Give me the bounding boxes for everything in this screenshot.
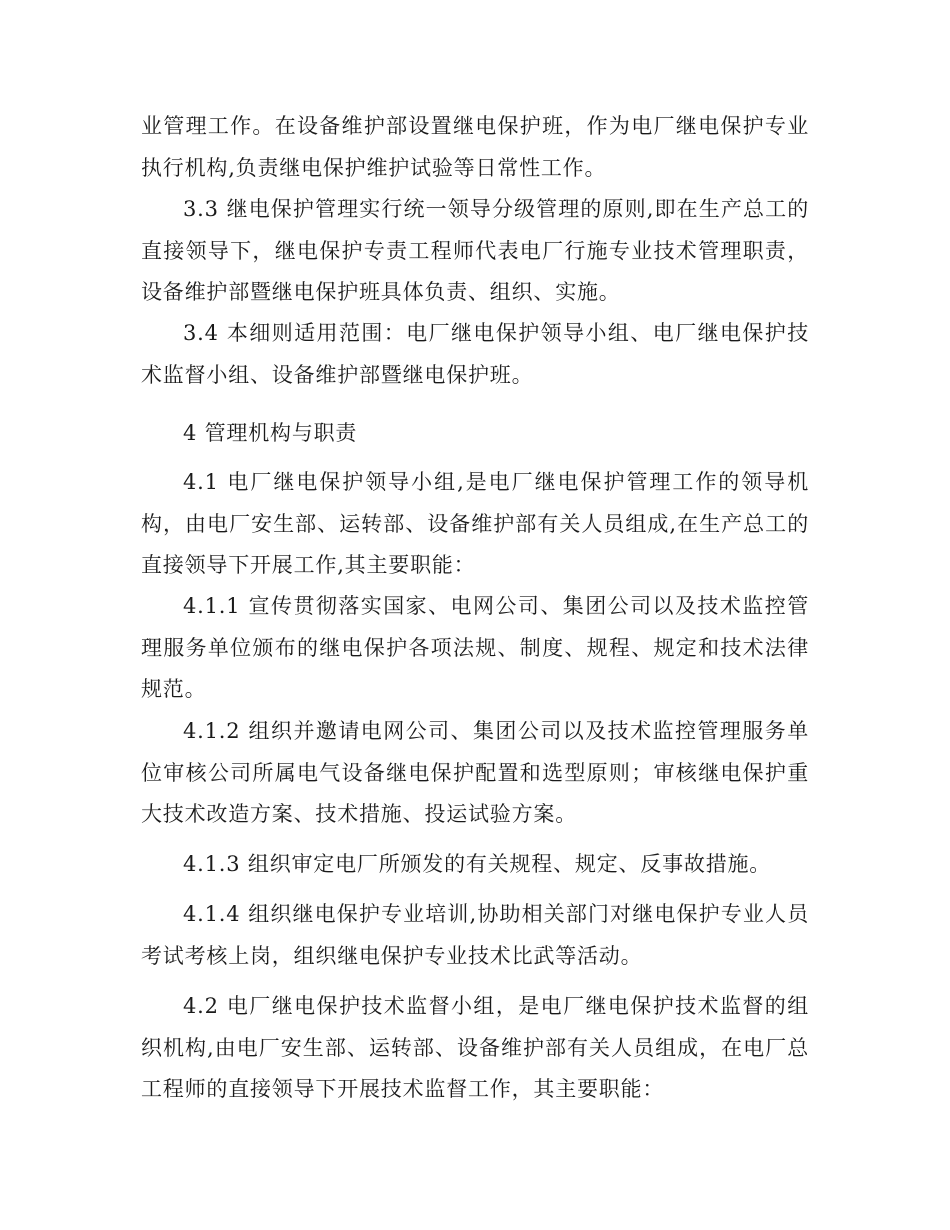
paragraph-continuation: 业管理工作。在设备维护部设置继电保护班，作为电厂继电保护专业执行机构,负责继电保护维护试验等日常性工作。 xyxy=(141,114,809,180)
paragraph-4-1-2: 4.1.2 组织并邀请电网公司、集团公司以及技术监控管理服务单位审核公司所属电气设备继电保护配置和选型原则；审核继电保护重大技术改造方案、技术措施、投运试验方案。 xyxy=(141,719,809,826)
paragraph-4-1-1: 4.1.1 宣传贯彻落实国家、电网公司、集团公司以及技术监控管理服务单位颁布的继电保护各项法规、制度、规程、规定和技术法律规范。 xyxy=(141,594,809,701)
paragraph-3-3: 3.3 继电保护管理实行统一领导分级管理的原则,即在生产总工的直接领导下，继电保护专责工程师代表电厂行施专业技术管理职责，设备维护部暨继电保护班具体负责、组织、实施。 xyxy=(141,197,809,304)
paragraph-4-1-4: 4.1.4 组织继电保护专业培训,协助相关部门对继电保护专业人员考试考核上岗，组织继电保护专业技术比武等活动。 xyxy=(141,902,809,968)
section-heading-4: 4 管理机构与职责 xyxy=(183,421,358,445)
paragraph-4-1-3: 4.1.3 组织审定电厂所颁发的有关规程、规定、反事故措施。 xyxy=(183,852,772,876)
paragraph-4-2: 4.2 电厂继电保护技术监督小组，是电厂继电保护技术监督的组织机构,由电厂安生部、运转部、设备维护部有关人员组成，在电厂总工程师的直接领导下开展技术监督工作，其主要职能： xyxy=(141,994,809,1101)
paragraph-3-4: 3.4 本细则适用范围：电厂继电保护领导小组、电厂继电保护技术监督小组、设备维护部暨继电保护班。 xyxy=(141,321,809,387)
paragraph-4-1: 4.1 电厂继电保护领导小组,是电厂继电保护管理工作的领导机构，由电厂安生部、运转部、设备维护部有关人员组成,在生产总工的直接领导下开展工作,其主要职能： xyxy=(141,470,809,577)
